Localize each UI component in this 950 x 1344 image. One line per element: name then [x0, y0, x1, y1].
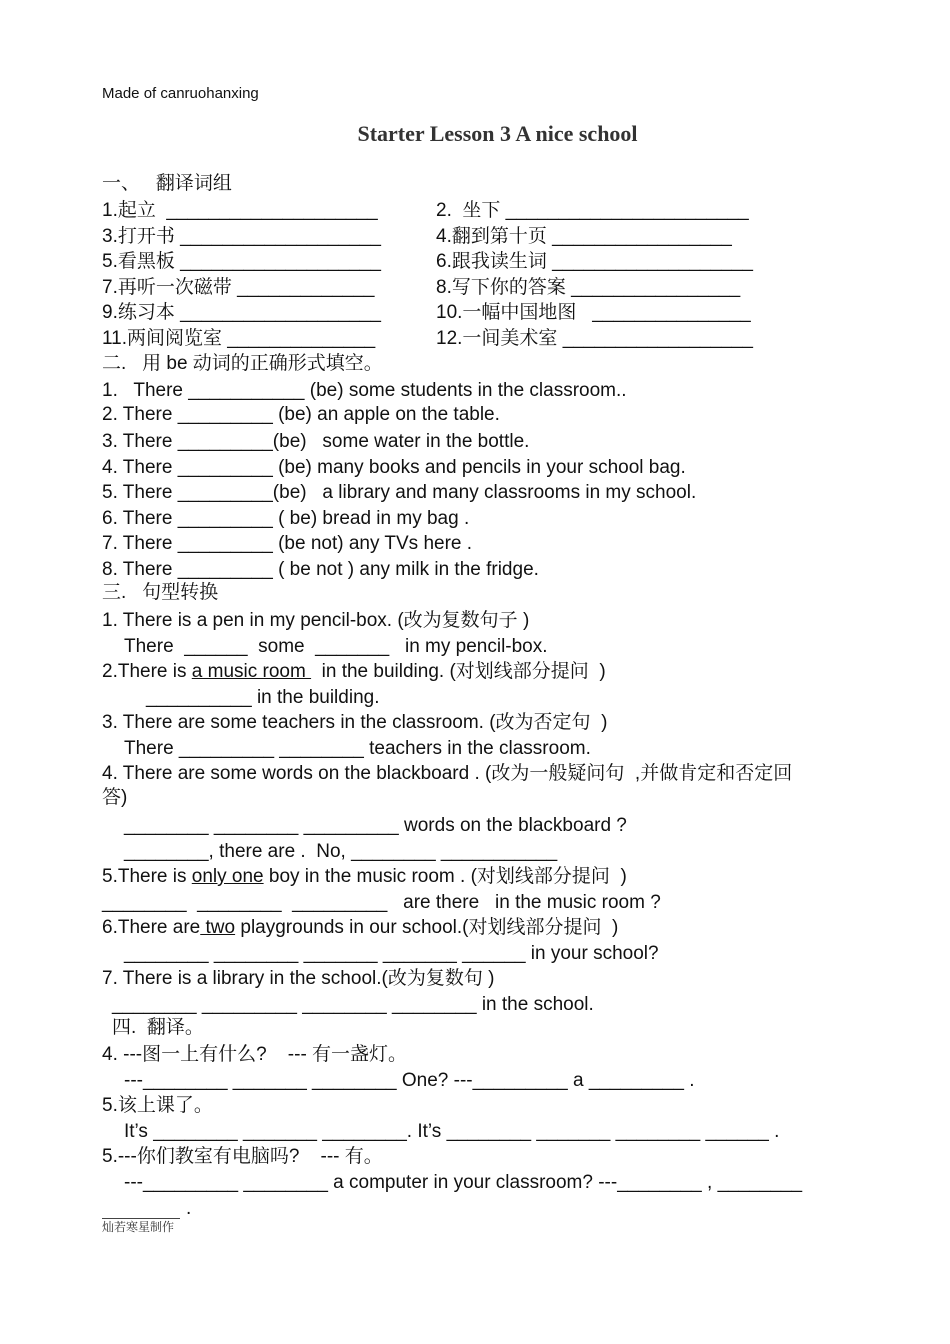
fill-item: 6. There _________ ( be) bread in my bag . — [102, 508, 470, 529]
translate-question: 4. ---图一上有什么? --- 有一盏灯。 — [102, 1044, 408, 1065]
phrase-item: 9.练习本 ___________________ — [102, 302, 381, 323]
answer-line: ________ ________ _________ words on the blackboard ? — [124, 815, 627, 836]
transform-question: 4. There are some words on the blackboard . (改为一般疑问句 ,并做肯定和否定回 — [102, 763, 793, 784]
section-2-heading: 二. 用 be 动词的正确形式填空。 — [102, 353, 383, 374]
fill-item: 8. There _________ ( be not ) any milk in the fridge. — [102, 559, 539, 580]
transform-question-cont: 答) — [102, 787, 128, 808]
transform-question: 5.There is only one boy in the music room . (对划线部分提问 ) — [102, 866, 627, 887]
transform-question: 3. There are some teachers in the classroom. (改为否定句 ) — [102, 712, 608, 733]
phrase-item: 6.跟我读生词 ___________________ — [436, 251, 753, 272]
phrase-item: 7.再听一次磁带 _____________ — [102, 277, 375, 298]
answer-line: __________ in the building. — [146, 687, 380, 708]
section-1-heading: 一、 翻译词组 — [102, 173, 232, 194]
fill-item: 1. There ___________ (be) some students in the classroom.. — [102, 380, 627, 401]
answer-line: There ______ some _______ in my pencil-box. — [124, 636, 548, 657]
phrase-item: 1.起立 ____________________ — [102, 200, 378, 221]
fill-item: 2. There _________ (be) an apple on the table. — [102, 404, 500, 425]
phrase-item: 3.打开书 ___________________ — [102, 226, 381, 247]
page-title: Starter Lesson 3 A nice school — [357, 121, 638, 146]
phrase-item: 10.一幅中国地图 _______________ — [436, 302, 751, 323]
translate-question: 5.---你们教室有电脑吗? --- 有。 — [102, 1146, 383, 1167]
answer-line: ---________ _______ ________ One? ---_________ a _________ . — [124, 1070, 695, 1091]
underlined-phrase: a music room — [191, 661, 312, 682]
phrase-item: 12.一间美术室 __________________ — [436, 328, 753, 349]
fill-item: 7. There _________ (be not) any TVs here . — [102, 533, 473, 554]
answer-line: ________ ________ _______ _______ ______ in your school? — [124, 943, 659, 964]
translate-question: 5.该上课了。 — [102, 1095, 213, 1116]
answer-line-end: . — [186, 1198, 192, 1219]
transform-question: 2.There is a music room in the building. (对划线部分提问 ) — [102, 661, 606, 682]
phrase-item: 8.写下你的答案 ________________ — [436, 277, 741, 298]
phrase-item: 2. 坐下 _______________________ — [436, 200, 749, 221]
section-4-heading: 四. 翻译。 — [112, 1017, 204, 1038]
phrase-item: 4.翻到第十页 _________________ — [436, 226, 732, 247]
document-header: Made of canruohanxing — [102, 85, 259, 102]
underlined-phrase: two — [200, 917, 236, 938]
fill-item: 3. There _________(be) some water in the bottle. — [102, 431, 530, 452]
answer-line: ________ ________ _________ are there in the music room ? — [102, 892, 661, 913]
phrase-item: 11.两间阅览室 ______________ — [102, 328, 376, 349]
answer-line: ________ _________ ________ ________ in the school. — [112, 994, 594, 1015]
transform-question: 6.There are two playgrounds in our school.(对划线部分提问 ) — [102, 917, 619, 938]
fill-item: 5. There _________(be) a library and many classrooms in my school. — [102, 482, 697, 503]
answer-line: ---_________ ________ a computer in your classroom? ---________ , ________ — [124, 1172, 803, 1193]
phrase-item: 5.看黑板 ___________________ — [102, 251, 381, 272]
section-3-heading: 三. 句型转换 — [102, 582, 219, 603]
transform-question: 1. There is a pen in my pencil-box. (改为复数句子 ) — [102, 610, 530, 631]
answer-line: ________, there are . No, ________ ___________ — [124, 841, 558, 862]
document-footer: 灿若寒星制作 — [102, 1220, 175, 1234]
transform-question: 7. There is a library in the school.(改为复数句 ) — [102, 968, 495, 989]
answer-line: It’s ________ _______ ________. It’s ________ _______ ________ ______ . — [124, 1121, 780, 1142]
fill-item: 4. There _________ (be) many books and pencils in your school bag. — [102, 457, 686, 478]
answer-line: There _________ ________ teachers in the classroom. — [124, 738, 591, 759]
underlined-phrase: only one — [191, 866, 264, 887]
